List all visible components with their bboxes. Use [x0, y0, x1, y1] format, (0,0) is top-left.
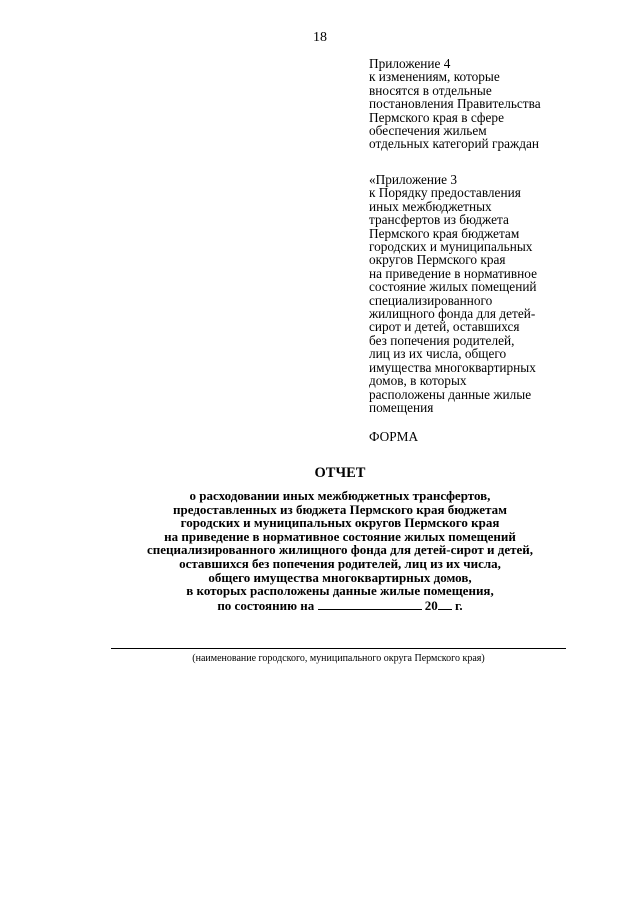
appendix-3-line: расположены данные жилые — [369, 386, 532, 402]
appendix-3-line: на приведение в нормативное — [369, 265, 538, 281]
appendix-3-line: жилищного фонда для детей- — [369, 306, 536, 322]
appendix-4-line: к изменениям, которые — [369, 69, 500, 85]
report-line: городских и муниципальных округов Пермского края — [180, 515, 500, 531]
date-blank-field[interactable] — [318, 598, 422, 610]
appendix-3-line: к Порядку предоставления — [369, 185, 521, 201]
appendix-3-line: имущества многоквартирных — [369, 359, 536, 375]
year-blank-field[interactable] — [438, 598, 452, 610]
year-prefix: 20 — [424, 597, 438, 613]
appendix-4-heading — [369, 57, 609, 151]
report-line: на приведение в нормативное состояние жилых помещений — [164, 528, 516, 544]
appendix-3-line: трансфертов из бюджета — [369, 212, 509, 228]
appendix-3-line: помещения — [369, 399, 434, 415]
appendix-3-heading — [369, 173, 609, 414]
appendix-4-line: отдельных категорий граждан — [369, 136, 539, 152]
report-line: в которых расположены данные жилые помещения, — [186, 583, 494, 599]
appendix-3-line: городских и муниципальных — [369, 239, 533, 255]
appendix-4-line: обеспечения жильем — [369, 123, 487, 139]
appendix-3-line: без попечения родителей, — [369, 332, 515, 348]
appendix-4-line: вносятся в отдельные — [369, 82, 492, 98]
date-prefix: по состоянию на — [217, 597, 315, 613]
municipality-caption: (наименование городского, муниципального округа Пермского края) — [192, 653, 485, 664]
page-number: 18 — [313, 30, 327, 45]
report-date-line — [217, 598, 462, 613]
report-line: оставшихся без попечения родителей, лиц из их числа, — [179, 555, 501, 571]
appendix-3-line: Пермского края бюджетам — [369, 225, 520, 241]
appendix-3-line: иных межбюджетных — [369, 198, 492, 214]
report-line: предоставленных из бюджета Пермского края бюджетам — [173, 501, 507, 517]
report-line: о расходовании иных межбюджетных трансфертов, — [189, 488, 491, 503]
appendix-4-line: Приложение 4 — [369, 56, 451, 71]
appendix-3-line: округов Пермского края — [369, 252, 506, 268]
report-line: общего имущества многоквартирных домов, — [208, 569, 472, 585]
report-description — [0, 489, 640, 612]
appendix-3-line: сирот и детей, оставшихся — [369, 319, 520, 335]
appendix-3-line: лиц из их числа, общего — [369, 346, 507, 362]
municipality-name-line[interactable] — [111, 648, 566, 649]
report-title: ОТЧЕТ — [314, 465, 366, 481]
appendix-4-line: Пермского края в сфере — [369, 109, 504, 125]
appendix-3-line: «Приложение 3 — [369, 172, 457, 187]
report-line: специализированного жилищного фонда для детей-сирот и детей, — [146, 542, 534, 558]
year-suffix: г. — [455, 597, 463, 613]
form-label: ФОРМА — [369, 429, 419, 444]
appendix-3-line: состояние жилых помещений — [369, 279, 537, 295]
appendix-4-line: постановления Правительства — [369, 96, 541, 112]
appendix-3-line: специализированного — [369, 292, 493, 308]
appendix-3-line: домов, в которых — [369, 373, 467, 389]
